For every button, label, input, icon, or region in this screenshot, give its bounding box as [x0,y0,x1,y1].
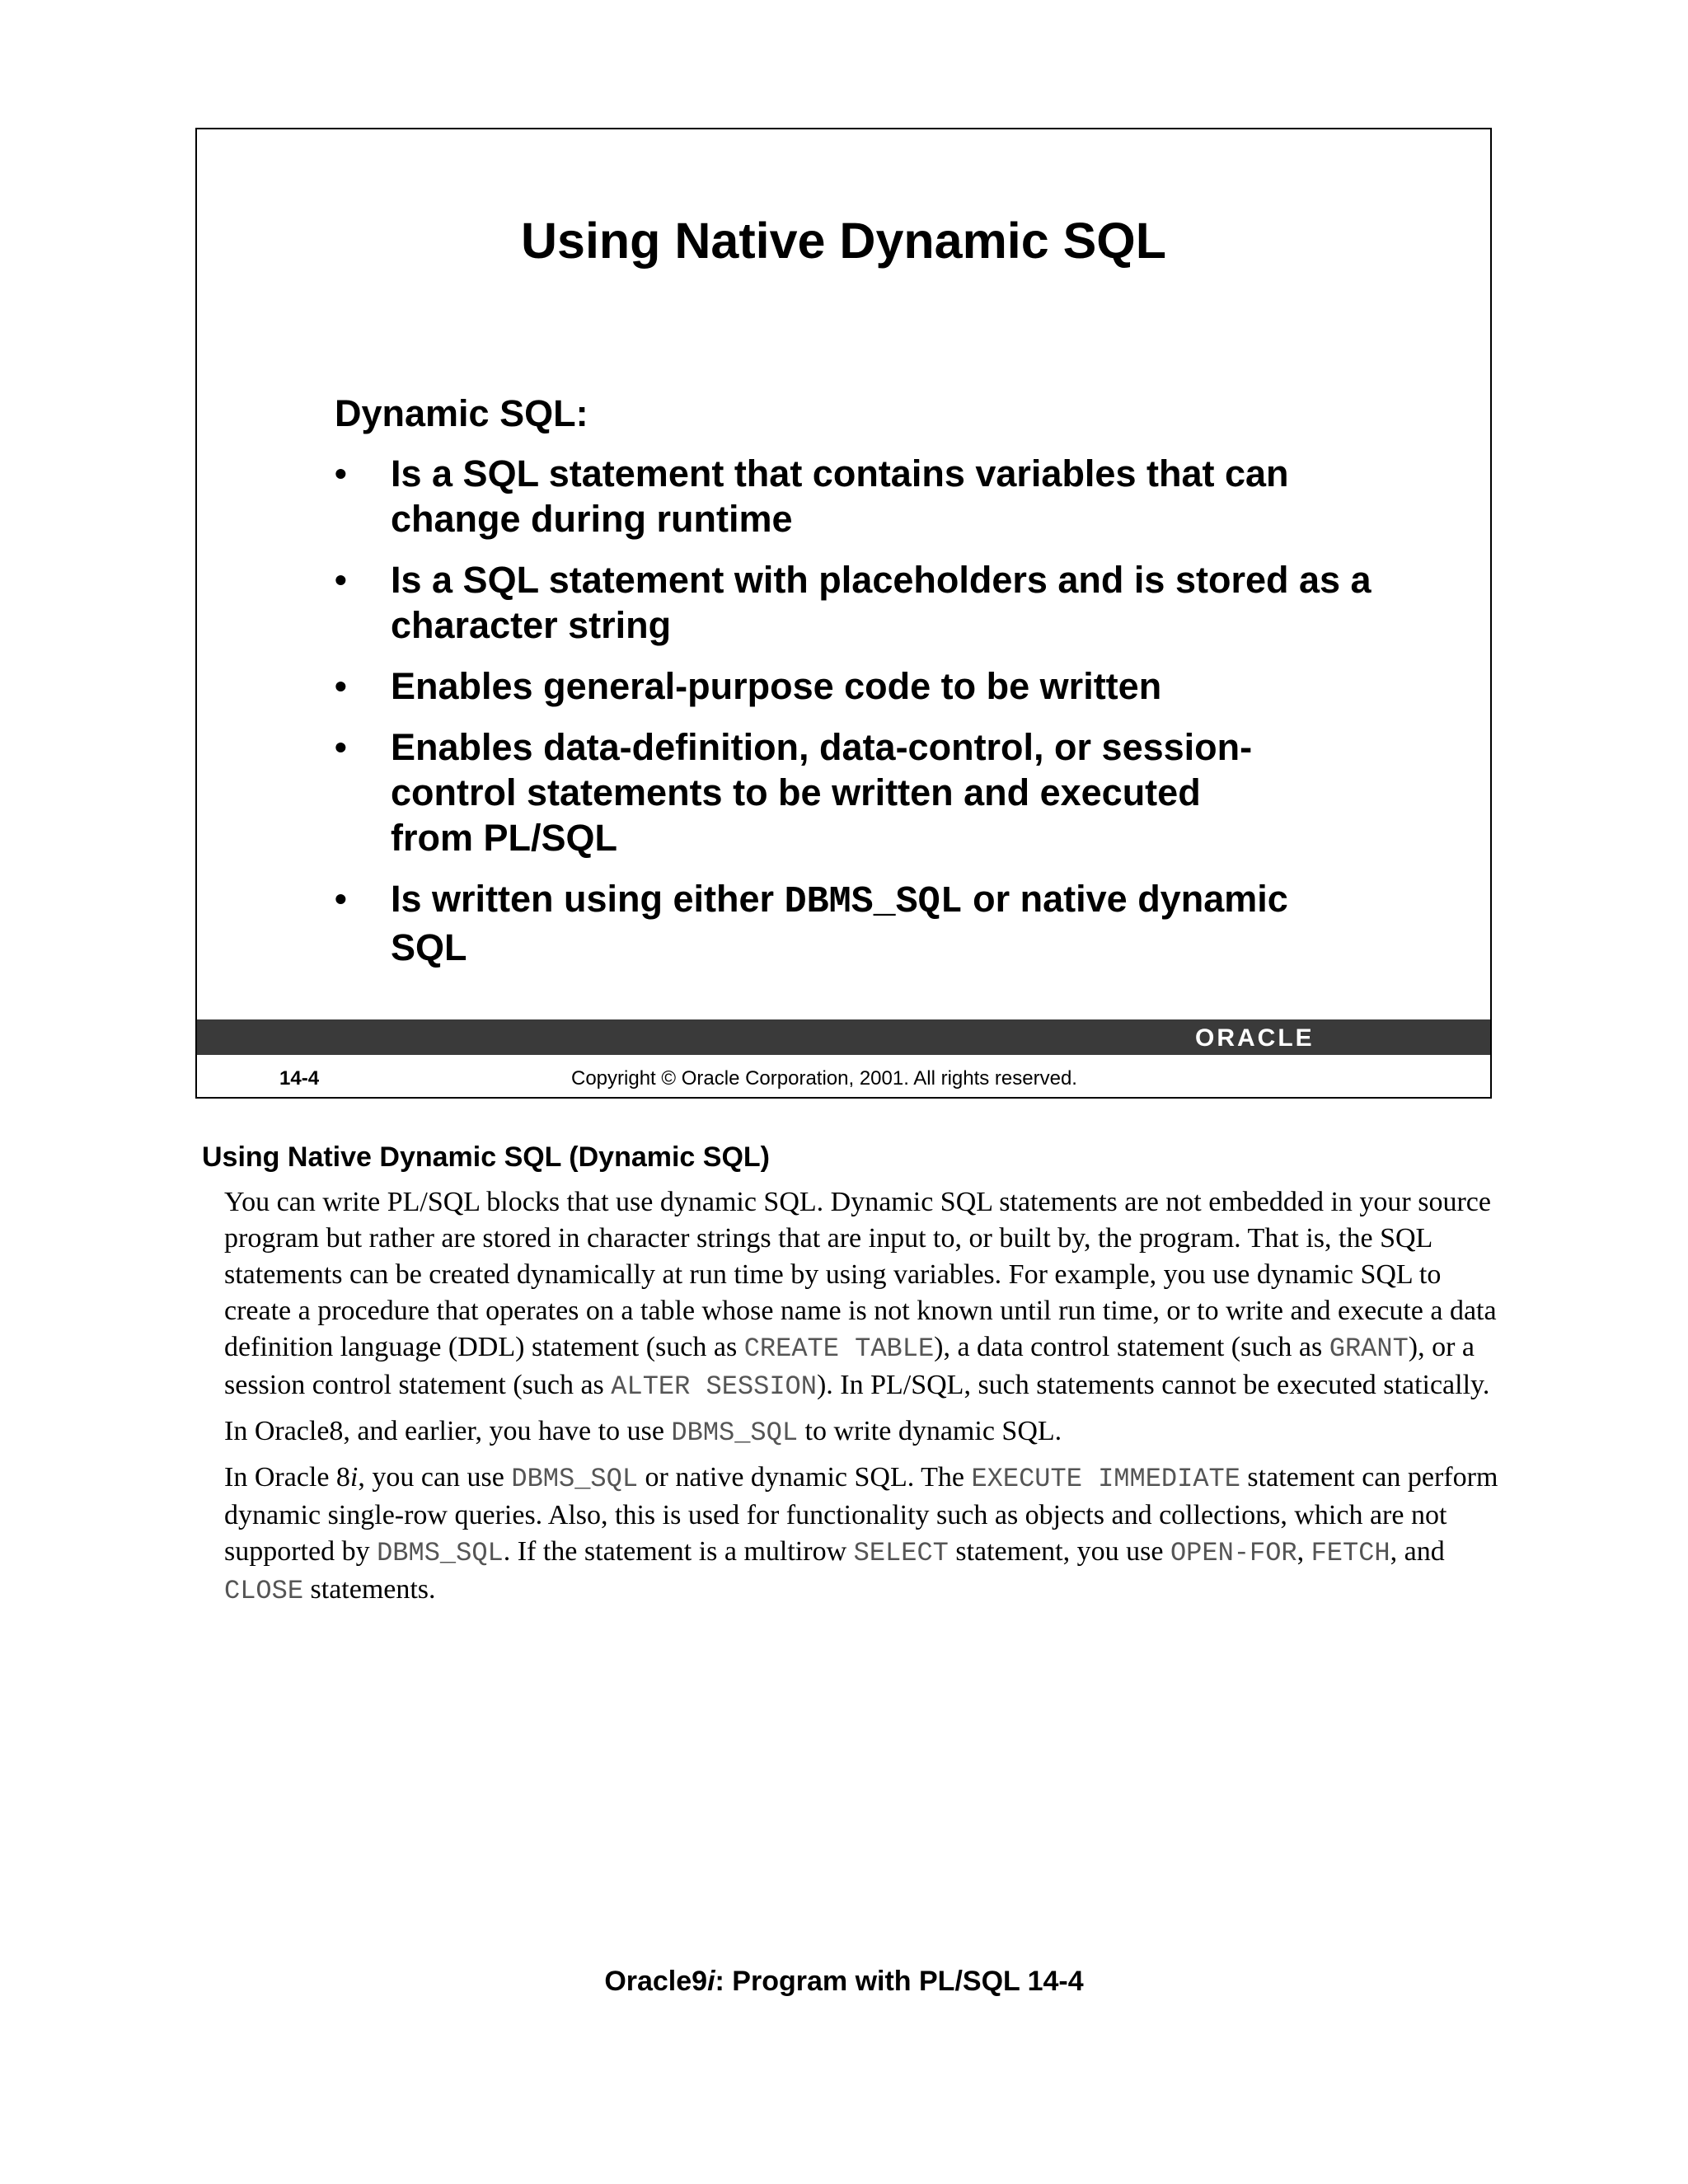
footer-italic: i [707,1966,715,1997]
bullet-icon: • [335,667,347,705]
italic: i [349,1462,359,1493]
slide-title: Using Native Dynamic SQL [520,213,1167,269]
code: OPEN-FOR [1170,1538,1297,1568]
slide-page-number: 14-4 [279,1067,320,1090]
text: , [1296,1536,1311,1567]
text: statement can perform dynamic single-row queries. Also, this is used for functionality such as objects and collections, which are not supported by [224,1462,1498,1567]
bullet-icon: • [335,728,347,766]
text: , and [1390,1536,1445,1567]
bullet-item [335,663,1373,709]
bullet-item [335,876,1373,970]
code: DBMS_SQL [377,1538,504,1568]
text: to write dynamic SQL. [798,1416,1062,1446]
bullet-text: Is a SQL statement with placeholders and is stored as a character string [391,559,1372,646]
notes-paragraph [224,1184,1510,1405]
text: In Oracle8, and earlier, you have to use [224,1416,672,1446]
footer-text: Oracle9 [604,1966,708,1997]
code: FETCH [1311,1538,1390,1568]
bullet-text: or native dynamic SQL [391,878,1288,968]
bullet-text-line: from PL/SQL [391,817,618,859]
code: DBMS_SQL [511,1464,639,1494]
bullet-text: Is written using either [391,878,785,920]
slide-footer-bar [197,1019,1490,1055]
notes-heading: Using Native Dynamic SQL (Dynamic SQL) [202,1141,770,1173]
text: ), a data control statement (such as [934,1332,1329,1362]
bullet-icon: • [335,560,347,599]
text: ), or a session control statement (such as [224,1332,1475,1400]
bullet-icon: • [335,454,347,493]
text: , you can use [358,1462,512,1493]
footer-text: : Program with PL/SQL 14-4 [715,1966,1084,1997]
bullet-item [335,451,1373,541]
notes-paragraph [224,1413,1510,1451]
text: or native dynamic SQL. The [638,1462,972,1493]
slide-copyright: Copyright © Oracle Corporation, 2001. All rights reserved. [571,1067,1077,1090]
bullet-list [335,451,1373,986]
text: statement, you use [948,1536,1170,1567]
bullet-text-line: control statements to be written and executed [391,771,1201,813]
text: In Oracle 8 [224,1462,350,1493]
code: CREATE TABLE [743,1333,935,1364]
bullet-item [335,724,1373,860]
code: EXECUTE IMMEDIATE [971,1464,1240,1494]
text: You can write PL/SQL blocks that use dynamic SQL. Dynamic SQL statements are not embedded in your source program but rather are stored in character strings that are input to, or built by, the program. That is, the SQL statements can be created dynamically at run time by using variables. For example, you use dynamic SQL to create a procedure that operates on a table whose name is not known until run time, or to write and execute a data definition language (DDL) statement (such as [224,1187,1497,1362]
text: . If the statement is a multirow [503,1536,854,1567]
bullet-code: DBMS_SQL [784,881,963,923]
bullet-icon: • [335,879,347,918]
oracle-logo [1195,1023,1352,1051]
code: ALTER SESSION [611,1371,817,1402]
oracle-logo-text: ORACLE [1195,1024,1315,1051]
bullet-text-line: Enables data-definition, data-control, or session- [391,726,1253,768]
bullet-text: Is a SQL statement that contains variables that can change during runtime [391,452,1289,540]
bullet-item [335,557,1373,648]
code: CLOSE [224,1576,304,1606]
notes-paragraph [224,1460,1510,1610]
code: DBMS_SQL [671,1418,799,1448]
page-footer [0,1966,1688,1998]
text: statements. [303,1574,436,1605]
code: SELECT [853,1538,949,1568]
slide-frame [195,128,1492,1099]
notes-body [224,1184,1510,1618]
slide-subtitle: Dynamic SQL: [335,392,588,434]
code: GRANT [1329,1333,1409,1364]
bullet-text: Enables general-purpose code to be written [391,665,1162,707]
text: ). In PL/SQL, such statements cannot be executed statically. [816,1370,1490,1400]
